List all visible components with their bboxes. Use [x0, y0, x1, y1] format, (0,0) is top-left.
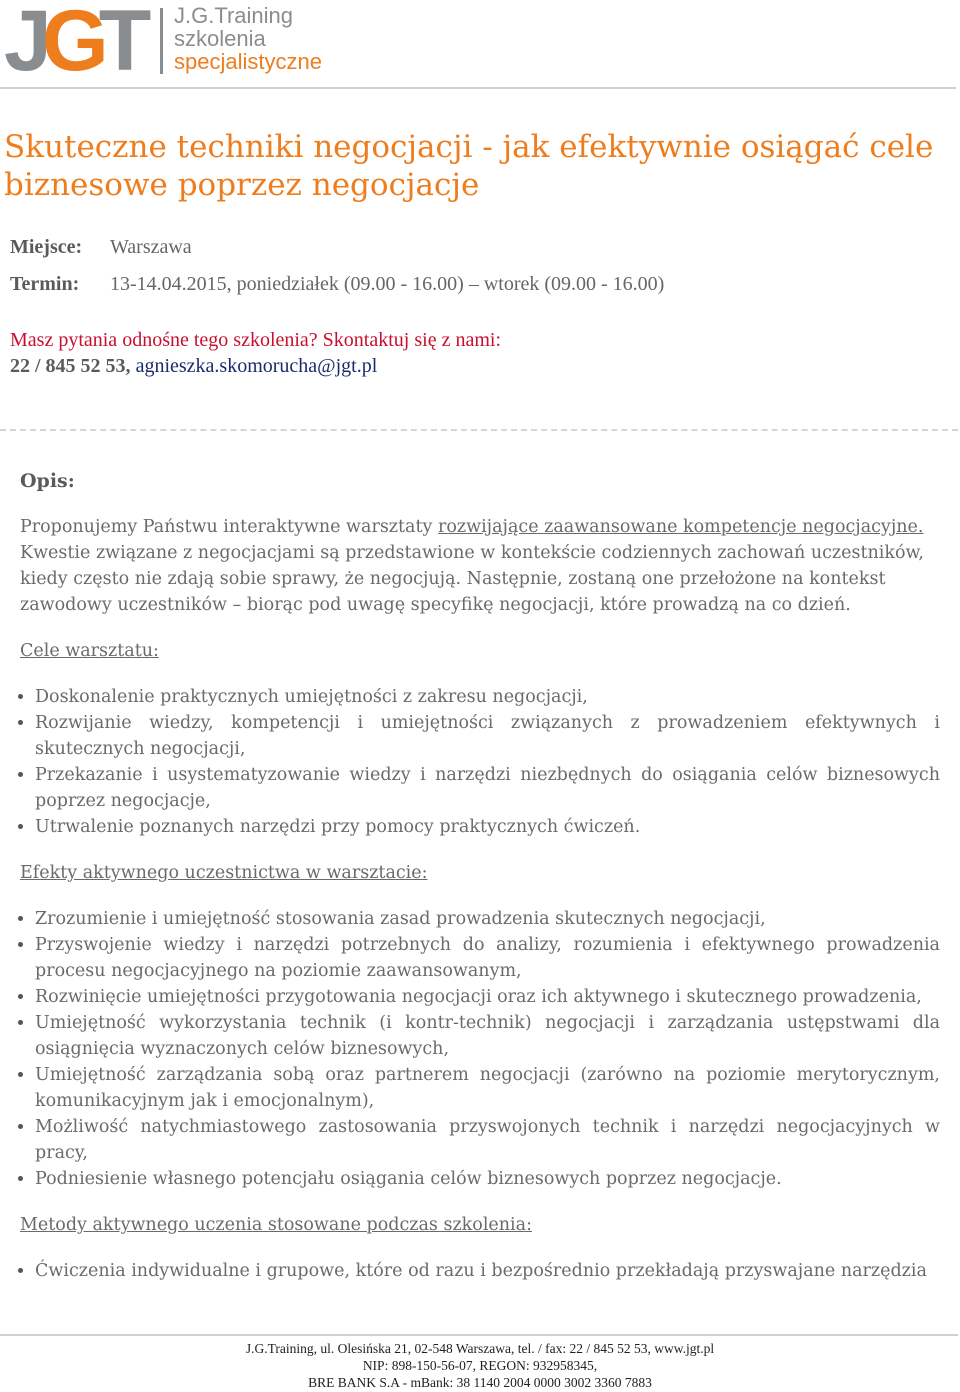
footer-address: J.G.Training, ul. Olesińska 21, 02-548 Warszawa, tel. / fax: 22 / 845 52 53, www.jgt.pl — [245, 1341, 715, 1356]
logo-company-name: J.G.Training — [174, 3, 294, 28]
term-value: 13-14.04.2015, poniedziałek (09.00 - 16.00) – wtorek (09.00 - 16.00) — [110, 273, 665, 295]
intro-pre: Proponujemy Państwu interaktywne warsztaty — [20, 517, 438, 537]
methods-list — [20, 1258, 940, 1284]
intro-highlight: rozwijające zaawansowane kompetencje negocjacyjne. — [437, 517, 924, 537]
list-item: • Przekazanie i usystematyzowanie wiedzy i narzędzi niezbędnych do osiągania celów biznesowych poprzez negocjacje, — [35, 762, 940, 814]
footer-divider — [0, 1334, 958, 1336]
term-label: Termin: — [10, 273, 80, 295]
contact-phone: 22 / 845 52 53, — [10, 355, 131, 377]
list-item: • Rozwijanie wiedzy, kompetencji i umiejętności związanych z prowadzeniem efektywnych i skutecznych negocjacji, — [35, 710, 940, 762]
description-text — [20, 514, 940, 618]
footer-bank: BRE BANK S.A - mBank: 38 1140 2004 0000 3002 3360 7883 — [308, 1375, 652, 1390]
list-item: • Podniesienie własnego potencjału osiągania celów biznesowych poprzez negocjacje. — [35, 1166, 940, 1192]
effects-list — [20, 906, 940, 1192]
contact-block — [10, 327, 501, 379]
intro-post: Kwestie związane z negocjacjami są przedstawione w kontekście codziennych zachowań uczestników, kiedy często nie zdają sobie sprawy, że negocjują. Następnie, zostaną one przełożone na kontekst zawodowy uczestników – biorąc pod uwagę specyfikę negocjacji, które prowadzą na co dzień. — [20, 543, 924, 615]
meta-term — [10, 273, 664, 296]
effects-heading: Efekty aktywnego uczestnictwa w warsztacie: — [20, 863, 428, 883]
goals-list — [20, 684, 940, 840]
list-item: • Przyswojenie wiedzy i narzędzi potrzebnych do analizy, rozumienia i efektywnego prowadzenia procesu negocjacyjnego na poziomie zaawansowanym, — [35, 932, 940, 984]
page-title: Skuteczne techniki negocjacji - jak efektywnie osiągać cele biznesowe poprzez negocjacje — [4, 129, 934, 203]
logo-letter-g: G — [41, 0, 99, 89]
logo-text — [174, 4, 322, 73]
description-heading: Opis: — [20, 470, 75, 492]
page-footer — [0, 1340, 960, 1391]
goals-heading: Cele warsztatu: — [20, 641, 159, 661]
logo-tagline-1: szkolenia — [174, 26, 266, 51]
list-item: • Zrozumienie i umiejętność stosowania zasad prowadzenia skutecznych negocjacji, — [35, 906, 940, 932]
logo-letter-t: T — [98, 0, 142, 89]
list-item: • Ćwiczenia indywidualne i grupowe, które od razu i bezpośrednio przekładają przyswajane narzędzia — [35, 1258, 940, 1284]
section-divider — [0, 429, 958, 431]
list-item: • Umiejętność zarządzania sobą oraz partnerem negocjacji (zarówno na poziomie merytorycznym, komunikacyjnym jak i emocjonalnym), — [35, 1062, 940, 1114]
place-value: Warszawa — [110, 236, 192, 258]
contact-email-link[interactable]: agnieszka.skomorucha@jgt.pl — [135, 355, 378, 377]
logo-letter-j: J — [4, 0, 42, 89]
contact-question: Masz pytania odnośne tego szkolenia? Skontaktuj się z nami: — [10, 329, 501, 351]
logo-tagline-2: specjalistyczne — [174, 49, 322, 74]
header-divider — [0, 87, 956, 89]
list-item: • Rozwinięcie umiejętności przygotowania negocjacji oraz ich aktywnego i skutecznego prowadzenia, — [35, 984, 940, 1010]
meta-place — [10, 236, 192, 259]
list-item: • Umiejętność wykorzystania technik (i kontr-technik) negocjacji i zarządzania ustępstwami dla osiągnięcia wyznaczonych celów biznesowych, — [35, 1010, 940, 1062]
logo-divider — [160, 8, 163, 74]
company-logo — [4, 0, 364, 89]
list-item: • Doskonalenie praktycznych umiejętności z zakresu negocjacji, — [35, 684, 940, 710]
list-item: • Utrwalenie poznanych narzędzi przy pomocy praktycznych ćwiczeń. — [35, 814, 940, 840]
footer-tax-ids: NIP: 898-150-56-07, REGON: 932958345, — [362, 1358, 598, 1373]
place-label: Miejsce: — [10, 236, 83, 258]
methods-heading: Metody aktywnego uczenia stosowane podczas szkolenia: — [20, 1215, 532, 1235]
list-item: • Możliwość natychmiastowego zastosowania przyswojonych technik i narzędzi negocjacyjnych w pracy, — [35, 1114, 940, 1166]
course-content — [20, 468, 940, 1284]
logo-mark — [4, 0, 142, 89]
